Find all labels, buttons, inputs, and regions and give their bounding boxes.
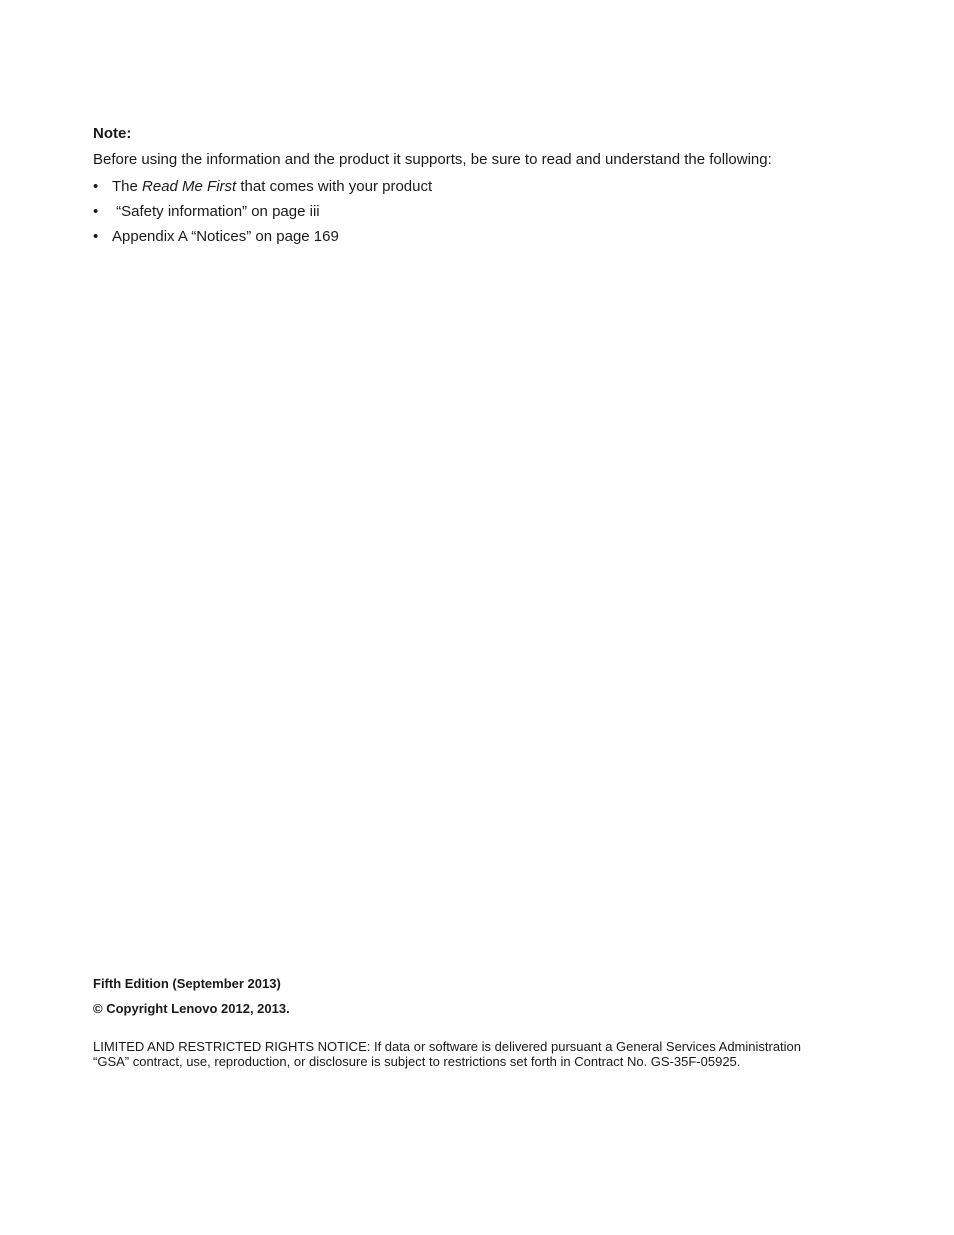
note-list: [93, 177, 873, 247]
list-item-appendix-notices: [93, 227, 873, 247]
read-me-first-title: Read Me First: [142, 178, 237, 195]
rights-notice: [93, 1039, 863, 1069]
list-item-prefix: The: [112, 178, 143, 195]
list-item-read-me-first: [93, 177, 873, 197]
bullet: •: [93, 178, 99, 195]
edition-title: Fifth Edition (September 2013): [93, 976, 281, 991]
list-item-suffix: that comes with your product: [236, 178, 433, 195]
rights-notice-line-1: LIMITED AND RESTRICTED RIGHTS NOTICE: If data or software is delivered pursuant a General Services Administration: [93, 1039, 802, 1054]
bullet: •: [93, 228, 99, 245]
rights-notice-line-2: “GSA” contract, use, reproduction, or disclosure is subject to restrictions set forth in Contract No. GS-35F-05925.: [93, 1054, 741, 1069]
copyright-line: © Copyright Lenovo 2012, 2013.: [93, 1001, 290, 1016]
appendix-notices-reference: Appendix A “Notices” on page 169: [112, 228, 339, 245]
bullet: •: [93, 203, 99, 220]
edition-section: [93, 975, 873, 1069]
note-intro: Before using the information and the product it supports, be sure to read and understand the following:: [93, 151, 772, 168]
safety-information-reference: “Safety information” on page iii: [112, 203, 320, 220]
note-heading: Note:: [93, 125, 132, 142]
note-section: [93, 124, 873, 252]
list-item-safety-information: [93, 202, 873, 222]
